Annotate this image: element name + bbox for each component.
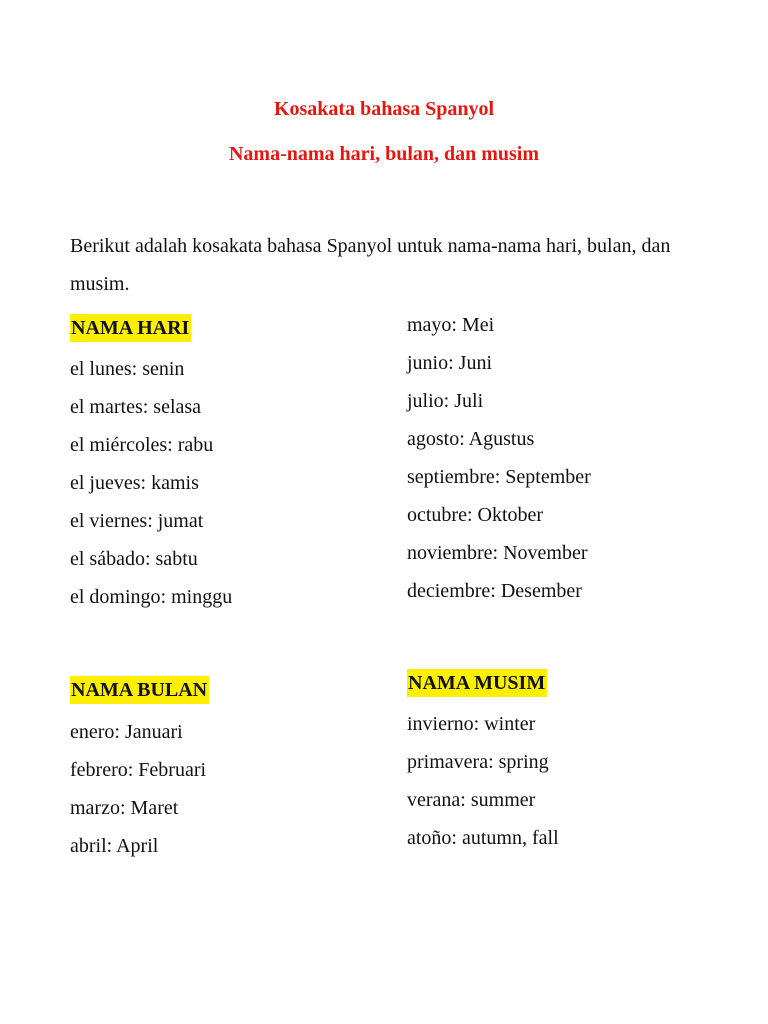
list-item: primavera: spring <box>407 751 549 773</box>
list-item: mayo: Mei <box>407 314 495 336</box>
list-bulan <box>70 713 206 865</box>
document-subtitle: Nama-nama hari, bulan, dan musim <box>228 143 540 165</box>
list-item: enero: Januari <box>70 721 183 743</box>
section-heading-musim: NAMA MUSIM <box>407 669 547 697</box>
list-musim <box>407 705 559 857</box>
list-item: febrero: Februari <box>70 759 207 781</box>
list-item: octubre: Oktober <box>407 504 544 526</box>
list-item: agosto: Agustus <box>407 428 535 450</box>
list-item: el domingo: minggu <box>70 586 233 608</box>
list-item: atoño: autumn, fall <box>407 827 559 849</box>
list-item: el jueves: kamis <box>70 472 199 494</box>
section-heading-hari: NAMA HARI <box>70 314 191 342</box>
intro-paragraph: Berikut adalah kosakata bahasa Spanyol untuk nama-nama hari, bulan, dan musim. <box>70 235 671 295</box>
list-item: el martes: selasa <box>70 396 202 418</box>
list-item: julio: Juli <box>407 390 484 412</box>
list-item: verana: summer <box>407 789 536 811</box>
document-title: Kosakata bahasa Spanyol <box>273 98 495 120</box>
list-item: junio: Juni <box>407 352 493 374</box>
list-item: el sábado: sabtu <box>70 548 198 570</box>
list-item: noviembre: November <box>407 542 588 564</box>
list-item: el miércoles: rabu <box>70 434 214 456</box>
list-item: deciembre: Desember <box>407 580 582 602</box>
list-item: septiembre: September <box>407 466 591 488</box>
list-item: el viernes: jumat <box>70 510 204 532</box>
list-bulan-continued <box>407 306 591 610</box>
list-item: el lunes: senin <box>70 358 185 380</box>
list-item: abril: April <box>70 835 159 857</box>
list-item: marzo: Maret <box>70 797 179 819</box>
section-heading-bulan: NAMA BULAN <box>70 676 209 704</box>
list-item: invierno: winter <box>407 713 536 735</box>
list-hari <box>70 350 232 616</box>
